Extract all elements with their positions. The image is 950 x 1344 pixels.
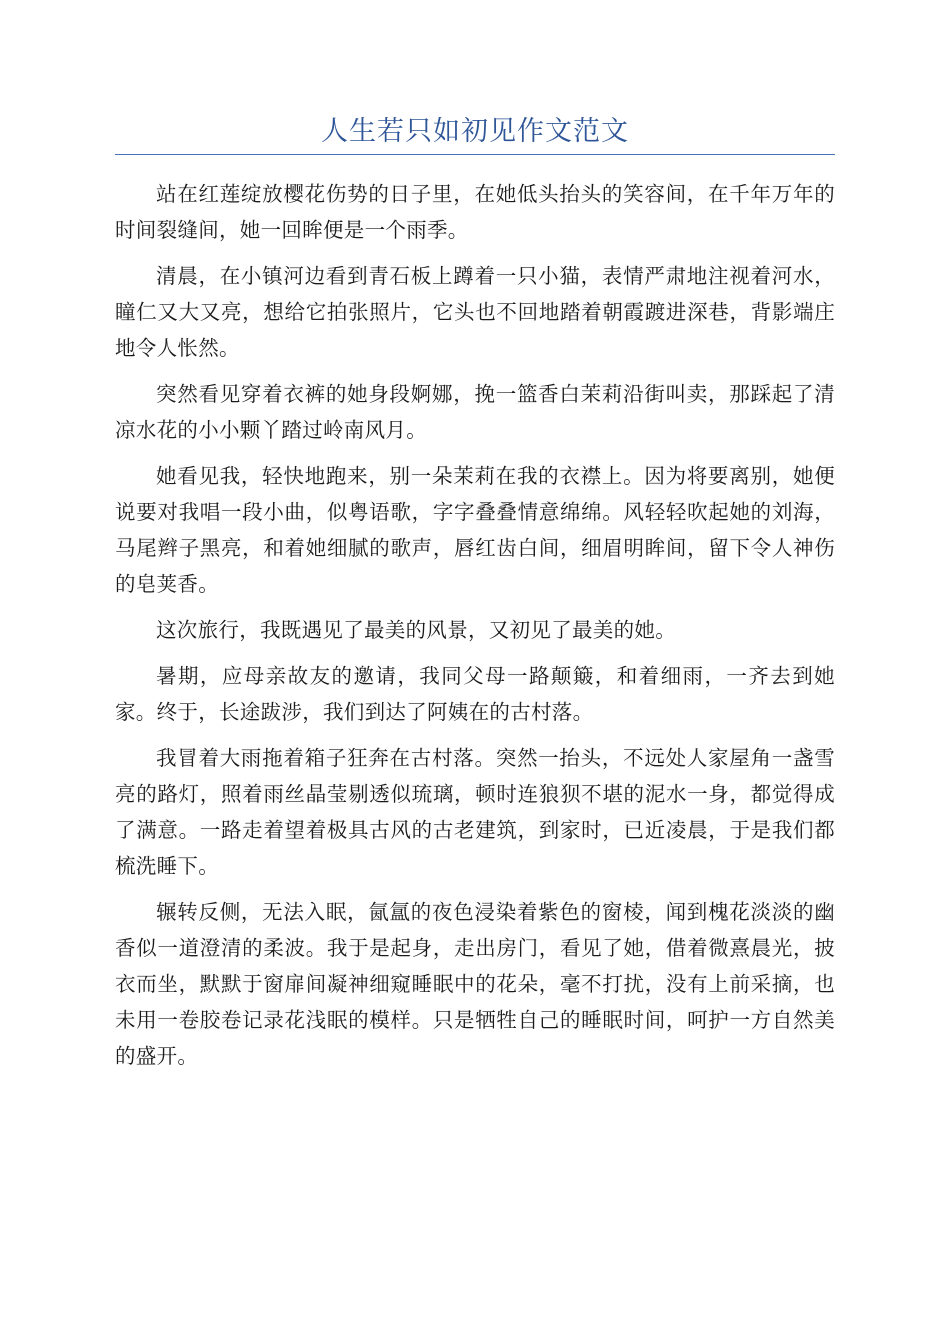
paragraph-8: 辗转反侧，无法入眠，氤氲的夜色浸染着紫色的窗棱，闻到槐花淡淡的幽香似一道澄清的柔波。我于是起身，走出房门，看见了她，借着微熹晨光，披衣而坐，默默于窗扉间凝神细窥睡眠中的花朵，毫不打扰，没有上前采摘，也未用一卷胶卷记录花浅眠的模样。只是牺牲自己的睡眠时间，呵护一方自然美的盛开。 — [115, 900, 835, 1068]
paragraph-3: 突然看见穿着衣裤的她身段婀娜，挽一篮香白茉莉沿街叫卖，那踩起了清凉水花的小小颗丫踏过岭南风月。 — [115, 382, 835, 442]
paragraph-2: 清晨，在小镇河边看到青石板上蹲着一只小猫，表情严肃地注视着河水，瞳仁又大又亮，想给它拍张照片，它头也不回地踏着朝霞踱进深巷，背影端庄地令人怅然。 — [115, 264, 835, 360]
document-body — [115, 176, 835, 1084]
page-title: 人生若只如初见作文范文 — [321, 116, 629, 147]
paragraph-5: 这次旅行，我既遇见了最美的风景，又初见了最美的她。 — [156, 618, 676, 642]
paragraph-7: 我冒着大雨拖着箱子狂奔在古村落。突然一抬头，不远处人家屋角一盏雪亮的路灯，照着雨丝晶莹剔透似琉璃，顿时连狼狈不堪的泥水一身，都觉得成了满意。一路走着望着极具古风的古老建筑，到家时，已近凌晨，于是我们都梳洗睡下。 — [115, 746, 835, 878]
paragraph-1: 站在红莲绽放樱花伤势的日子里，在她低头抬头的笑容间，在千年万年的时间裂缝间，她一回眸便是一个雨季。 — [115, 182, 835, 242]
title-underline — [115, 154, 835, 155]
paragraph-6: 暑期，应母亲故友的邀请，我同父母一路颠簸，和着细雨，一齐去到她家。终于，长途跋涉，我们到达了阿姨在的古村落。 — [115, 664, 835, 724]
paragraph-4: 她看见我，轻快地跑来，别一朵茉莉在我的衣襟上。因为将要离别，她便说要对我唱一段小曲，似粤语歌，字字叠叠情意绵绵。风轻轻吹起她的刘海，马尾辫子黑亮，和着她细腻的歌声，唇红齿白间，细眉明眸间，留下令人神伤的皂荚香。 — [115, 464, 835, 596]
